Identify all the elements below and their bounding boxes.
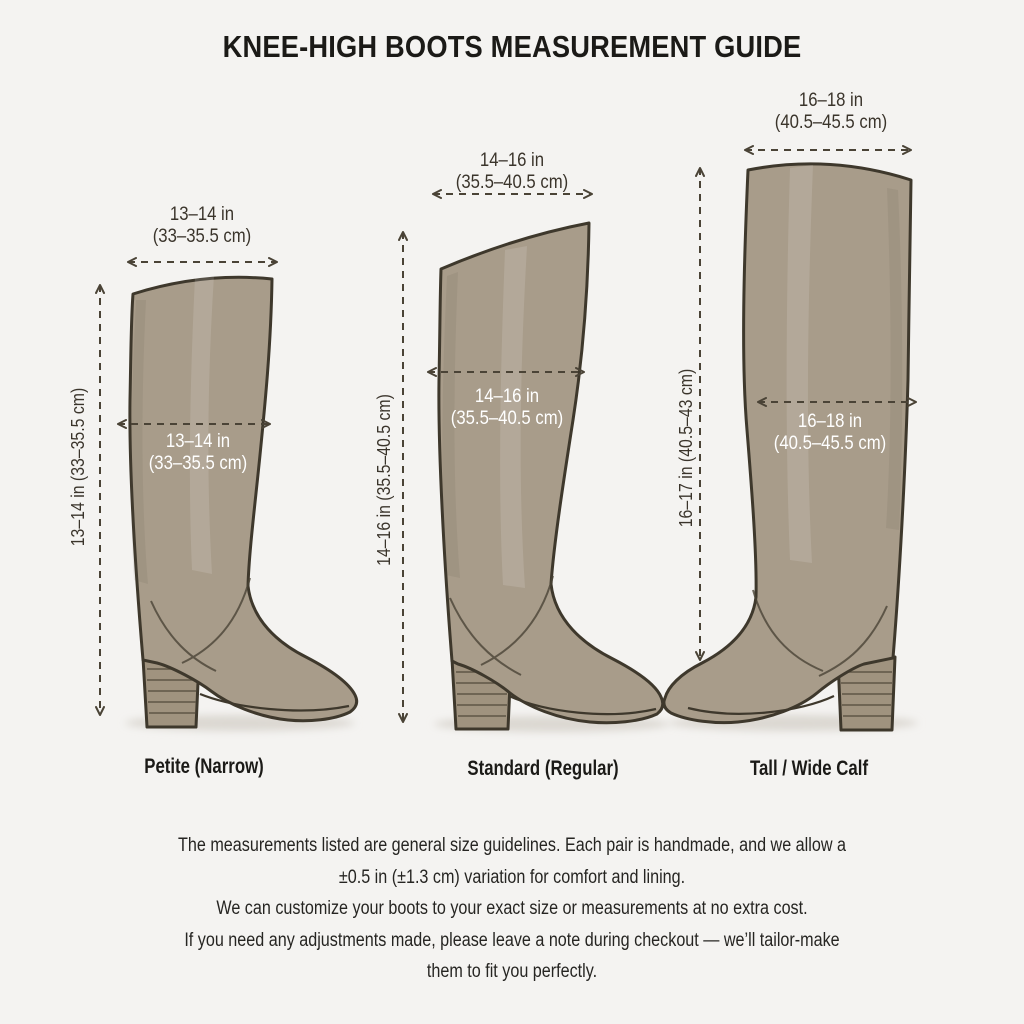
boot-standard bbox=[434, 223, 670, 732]
tall-height-label: 16–17 in (40.5–43 cm) bbox=[676, 368, 696, 528]
note-line: ±0.5 in (±1.3 cm) variation for comfort and lining. bbox=[338, 866, 686, 888]
standard-top-width-cm: (35.5–40.5 cm) bbox=[455, 172, 569, 193]
standard-name-label: Standard (Regular) bbox=[467, 757, 619, 780]
standard-calf-label bbox=[401, 386, 612, 430]
boot-petite-body bbox=[130, 277, 357, 720]
tall-calf-label bbox=[724, 411, 935, 455]
tall-calf-cm: (40.5–45.5 cm) bbox=[773, 433, 887, 454]
petite-calf-in: 13–14 in bbox=[165, 431, 231, 452]
petite-top-width-in: 13–14 in bbox=[169, 204, 235, 225]
note-line: them to fit you perfectly. bbox=[426, 961, 598, 982]
petite-calf-label bbox=[92, 431, 303, 475]
petite-top-width-label bbox=[96, 204, 307, 248]
tall-top-width-label bbox=[725, 90, 936, 134]
tall-top-width-in: 16–18 in bbox=[798, 90, 864, 111]
page-title: KNEE-HIGH BOOTS MEASUREMENT GUIDE bbox=[222, 29, 802, 64]
petite-calf-cm: (33–35.5 cm) bbox=[148, 453, 248, 474]
standard-top-width-in: 14–16 in bbox=[479, 150, 545, 171]
petite-name-label: Petite (Narrow) bbox=[144, 755, 264, 778]
note bbox=[0, 830, 1024, 988]
standard-height-label: 14–16 in (35.5–40.5 cm) bbox=[374, 394, 394, 566]
standard-calf-cm: (35.5–40.5 cm) bbox=[450, 408, 564, 429]
note-line: The measurements listed are general size guidelines. Each pair is handmade, and we allow a bbox=[178, 835, 846, 856]
petite-height-label: 13–14 in (33–35.5 cm) bbox=[68, 387, 88, 547]
tall-top-width-cm: (40.5–45.5 cm) bbox=[774, 112, 888, 133]
note-line: If you need any adjustments made, please leave a note during checkout — we’ll tailor-make bbox=[184, 929, 840, 951]
standard-calf-in: 14–16 in bbox=[474, 386, 540, 407]
boot-petite bbox=[125, 275, 357, 731]
note-line: We can customize your boots to your exact size or measurements at no extra cost. bbox=[216, 898, 808, 919]
boot-standard-body bbox=[439, 223, 663, 723]
tall-calf-in: 16–18 in bbox=[797, 411, 863, 432]
petite-top-width-cm: (33–35.5 cm) bbox=[152, 226, 252, 247]
tall-name-label: Tall / Wide Calf bbox=[749, 757, 869, 780]
standard-top-width-label bbox=[406, 150, 617, 194]
